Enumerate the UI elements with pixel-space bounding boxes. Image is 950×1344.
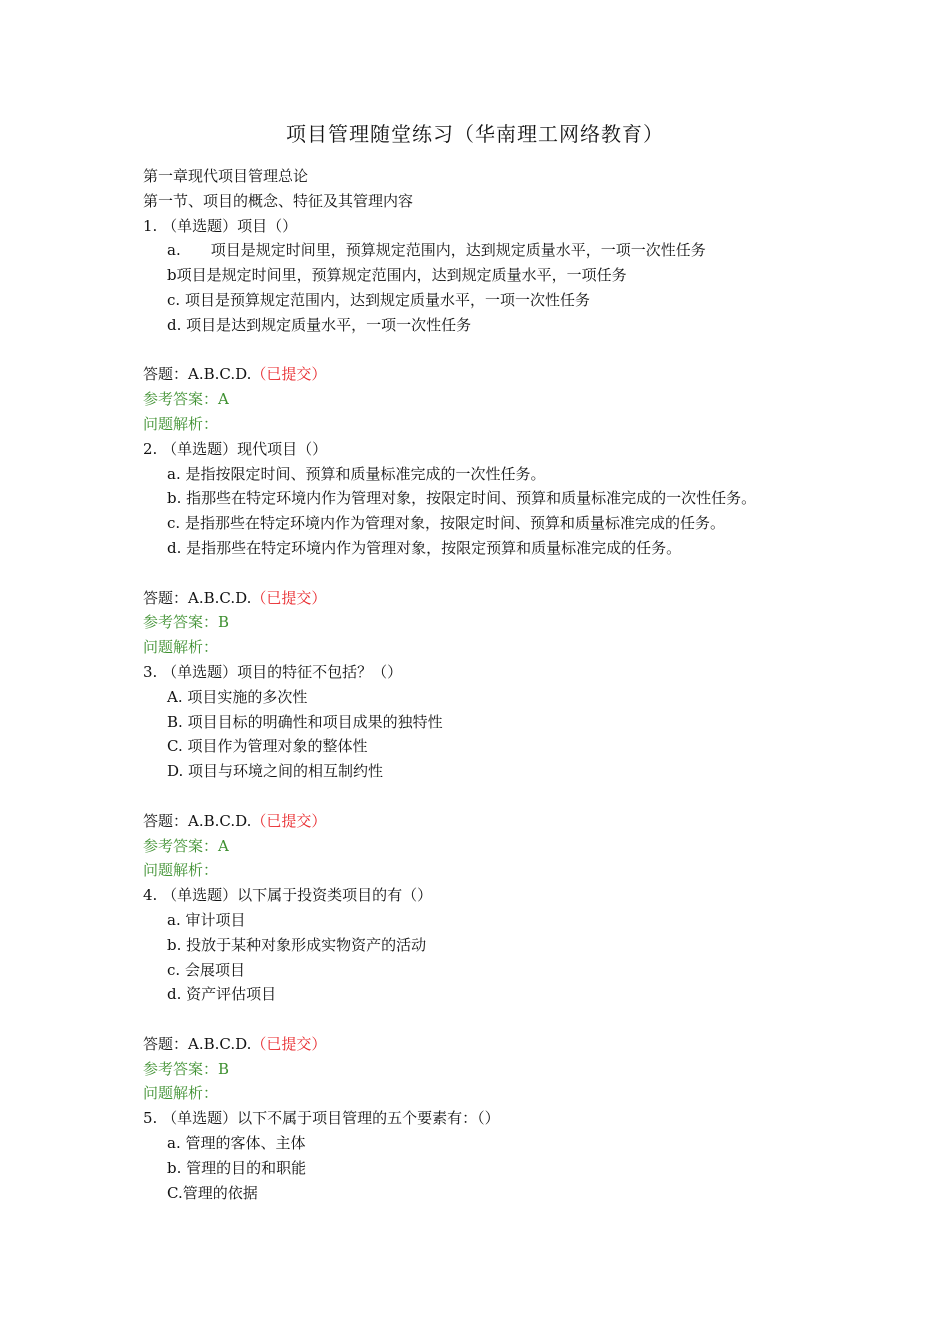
question-stem: 3. （单选题）项目的特征不包括？（） [143, 662, 403, 681]
option-b [143, 710, 813, 735]
option-c [143, 958, 813, 983]
option-c [143, 1181, 813, 1206]
option-a [143, 685, 813, 710]
analysis-label: 问题解析： [143, 638, 219, 657]
option-d [143, 313, 813, 338]
chapter-heading: 第一章现代项目管理总论 [143, 167, 309, 185]
option-text: 是指那些在特定环境内作为管理对象，按限定预算和质量标准完成的任务。 [186, 538, 682, 557]
option-mark: b. [167, 489, 182, 508]
reference-answer: 参考答案：A [143, 390, 229, 409]
reference-answer: 参考答案：A [143, 836, 229, 855]
option-mark: A. [167, 687, 183, 706]
submitted-status: （已提交） [251, 365, 327, 384]
submitted-status: （已提交） [251, 811, 327, 830]
option-b [143, 486, 808, 511]
option-text: 是指那些在特定环境内作为管理对象，按限定时间、预算和质量标准完成的任务。 [184, 514, 725, 533]
analysis-label: 问题解析： [143, 414, 219, 433]
answer-label: 答题：A.B.C.D. [143, 1034, 252, 1053]
option-mark: C. [167, 1183, 183, 1202]
option-mark: b [167, 266, 177, 285]
option-text: 资产评估项目 [186, 985, 277, 1004]
option-mark: d. [167, 538, 182, 557]
option-a [143, 908, 813, 933]
option-a [143, 238, 813, 263]
submitted-status: （已提交） [251, 588, 327, 607]
section-heading: 第一节、项目的概念、特征及其管理内容 [143, 191, 414, 210]
option-b [143, 1156, 813, 1181]
option-text: 会展项目 [184, 960, 245, 979]
option-c [143, 288, 813, 313]
submitted-status: （已提交） [251, 1034, 327, 1053]
option-mark: a. [167, 241, 181, 260]
answer-label: 答题：A.B.C.D. [143, 588, 252, 607]
answer-label: 答题：A.B.C.D. [143, 365, 252, 384]
option-text: 项目实施的多次性 [187, 687, 308, 706]
option-text: 管理的客体、主体 [185, 1134, 306, 1153]
question-5 [143, 1106, 813, 1205]
answer-line [143, 1032, 813, 1057]
reference-answer: 参考答案：B [143, 1059, 230, 1078]
option-text: 管理的依据 [182, 1183, 258, 1202]
analysis-label: 问题解析： [143, 861, 219, 880]
option-a [143, 1131, 813, 1156]
option-mark: c. [167, 290, 181, 309]
option-text: 项目目标的明确性和项目成果的独特性 [187, 712, 443, 731]
document-title: 项目管理随堂练习（华南理工网络教育） [286, 122, 664, 146]
option-mark: d. [167, 315, 182, 334]
option-text: 项目是预算规定范围内，达到规定质量水平，一项一次性任务 [184, 290, 590, 309]
question-4 [143, 883, 813, 1106]
option-b [143, 263, 813, 288]
option-text: 是指按限定时间、预算和质量标准完成的一次性任务。 [185, 464, 546, 483]
option-text: 项目与环境之间的相互制约性 [188, 762, 384, 781]
option-text: 投放于某种对象形成实物资产的活动 [186, 935, 427, 954]
option-b [143, 933, 813, 958]
question-stem: 4. （单选题）以下属于投资类项目的有（） [143, 886, 433, 905]
option-text: 项目是规定时间里，预算规定范围内，达到规定质量水平，一项任务 [176, 266, 627, 285]
option-mark: b. [167, 1158, 182, 1177]
option-mark: a. [167, 1134, 181, 1153]
analysis-label: 问题解析： [143, 1084, 219, 1103]
reference-answer: 参考答案：B [143, 613, 230, 632]
option-mark: d. [167, 985, 182, 1004]
option-c [143, 734, 813, 759]
question-stem: 1. （单选题）项目（） [143, 216, 298, 235]
document-body [143, 164, 813, 1205]
option-text: 项目是达到规定质量水平，一项一次性任务 [186, 315, 472, 334]
option-mark: C. [167, 737, 183, 756]
option-mark: B. [167, 712, 183, 731]
answer-line [143, 586, 813, 611]
answer-label: 答题：A.B.C.D. [143, 811, 252, 830]
option-text: 指那些在特定环境内作为管理对象，按限定时间、预算和质量标准完成的一次性任务。 [186, 489, 757, 508]
option-mark: c. [167, 514, 181, 533]
question-1 [143, 214, 813, 437]
question-3 [143, 660, 813, 883]
option-text: 项目是规定时间里，预算规定范围内，达到规定质量水平，一项一次性任务 [210, 241, 706, 260]
option-text: 项目作为管理对象的整体性 [187, 737, 368, 756]
option-mark: b. [167, 935, 182, 954]
option-mark: c. [167, 960, 181, 979]
option-d [143, 759, 813, 784]
answer-line [143, 809, 813, 834]
option-text: 审计项目 [185, 910, 246, 929]
option-mark: a. [167, 464, 181, 483]
question-stem: 2. （单选题）现代项目（） [143, 439, 328, 458]
option-mark: D. [167, 762, 184, 781]
option-d [143, 982, 813, 1007]
question-2 [143, 437, 813, 660]
answer-line [143, 362, 813, 387]
option-text: 管理的目的和职能 [186, 1158, 307, 1177]
option-c [143, 511, 813, 536]
question-stem: 5. （单选题）以下不属于项目管理的五个要素有：（） [143, 1109, 500, 1128]
option-mark: a. [167, 910, 181, 929]
option-a [143, 462, 813, 487]
option-d [143, 536, 813, 561]
